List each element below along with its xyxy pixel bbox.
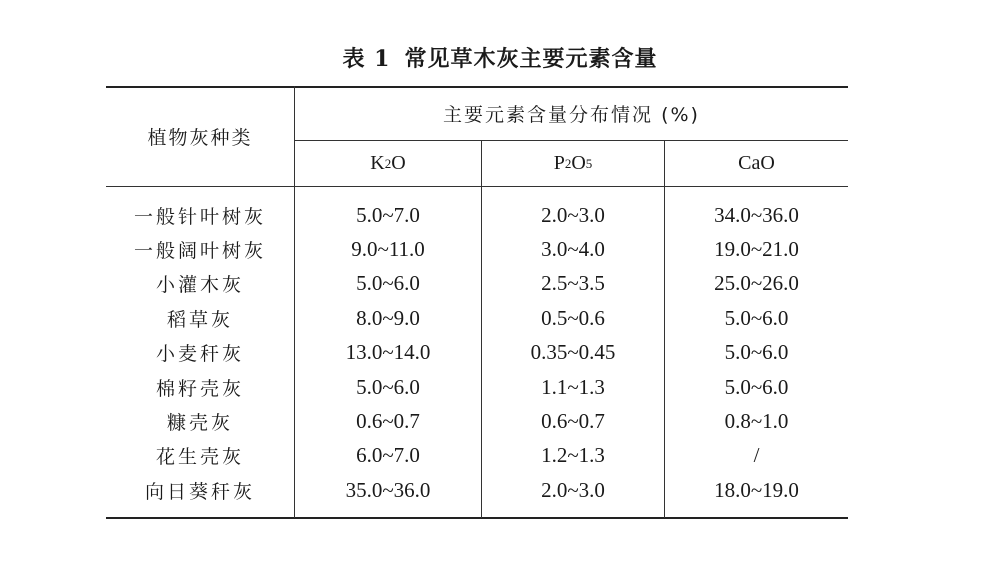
p2o5-value: 3.0~4.0	[541, 237, 605, 262]
p2o5-value: 1.1~1.3	[541, 374, 605, 399]
k2o-value: 5.0~6.0	[356, 271, 420, 296]
cao-value: 5.0~6.0	[724, 305, 789, 330]
p2o5-value: 0.5~0.6	[541, 305, 605, 330]
table-title-text: 常见草木灰主要元素含量	[404, 47, 658, 72]
plant-ash-name: 棉籽壳灰	[155, 377, 244, 400]
k2o-value: 5.0~6.0	[356, 374, 420, 399]
group-header: 主要元素含量分布情况 (%)	[443, 104, 700, 126]
k2o-value: 35.0~36.0	[345, 477, 431, 502]
p2o5-value: 1.2~1.3	[541, 443, 605, 468]
plant-ash-name: 稻草灰	[166, 308, 233, 331]
cao-value: 25.0~26.0	[714, 271, 799, 296]
k2o-value: 6.0~7.0	[356, 443, 420, 468]
plant-ash-name: 小灌木灰	[155, 274, 244, 297]
k2o-value: 0.6~0.7	[356, 409, 420, 434]
plant-ash-name: 糠壳灰	[166, 412, 233, 435]
plant-ash-name: 一般针叶树灰	[133, 205, 266, 228]
table-number: 表 1	[342, 46, 391, 72]
cao-value: /	[753, 443, 760, 468]
cao-value: 0.8~1.0	[724, 409, 789, 434]
p2o5-value: 0.35~0.45	[530, 340, 616, 365]
k2o-value: 9.0~11.0	[351, 237, 425, 262]
k2o-value: 8.0~9.0	[356, 305, 420, 330]
header-bottom-rule	[106, 186, 848, 187]
plant-ash-name: 向日葵秆灰	[144, 480, 255, 503]
p2o5-value: 0.6~0.7	[541, 409, 605, 434]
column-header-p2o5: P 2 O 5	[553, 152, 593, 174]
column-header-cao: CaO	[738, 152, 775, 174]
p2o5-value: 2.0~3.0	[541, 202, 605, 227]
cao-value: 34.0~36.0	[714, 202, 799, 227]
cao-value: 19.0~21.0	[714, 237, 799, 262]
row-header: 植物灰种类	[147, 127, 253, 149]
column-header-k2o: K 2 O	[370, 152, 406, 174]
p2o5-value: 2.0~3.0	[541, 477, 605, 502]
p2o5-value: 2.5~3.5	[541, 271, 605, 296]
bottom-rule	[106, 517, 848, 519]
cao-value: 5.0~6.0	[724, 340, 789, 365]
k2o-value: 5.0~7.0	[356, 202, 420, 227]
table-title	[0, 42, 1000, 73]
cao-value: 5.0~6.0	[724, 374, 789, 399]
plant-ash-name: 花生壳灰	[155, 446, 244, 469]
cao-value: 18.0~19.0	[714, 477, 799, 502]
k2o-value: 13.0~14.0	[345, 340, 431, 365]
plant-ash-name: 小麦秆灰	[155, 343, 244, 366]
plant-ash-name: 一般阔叶树灰	[133, 240, 266, 263]
